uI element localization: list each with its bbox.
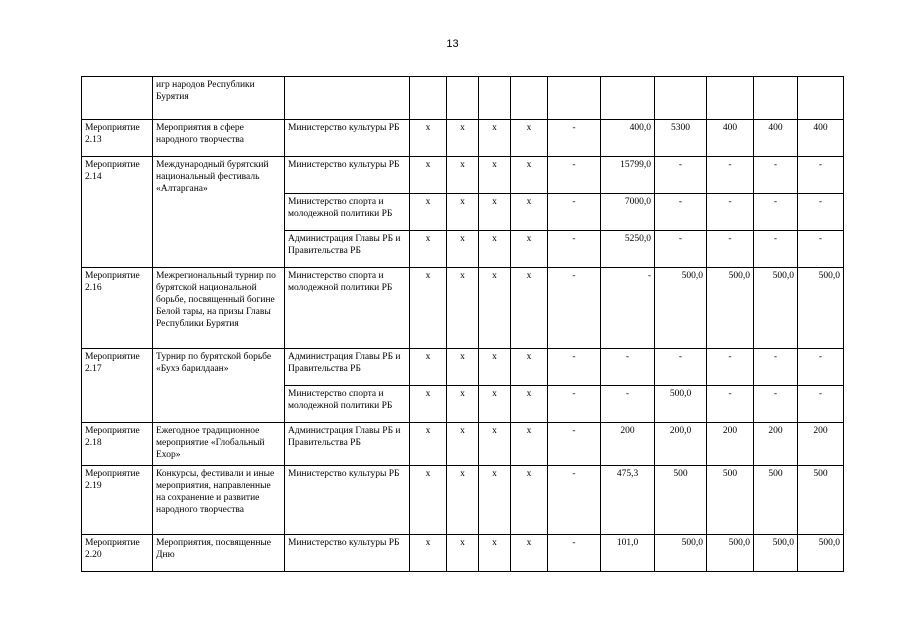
mark-cell: x (479, 349, 511, 386)
executor-cell: Министерство культуры РБ (285, 120, 410, 157)
value-cell: 400,0 (601, 120, 655, 157)
value-cell: 500,0 (707, 535, 754, 572)
mark-cell: x (410, 157, 447, 194)
mark-cell: x (511, 120, 548, 157)
value-cell: 400 (798, 120, 844, 157)
executor-cell: Министерство культуры РБ (285, 535, 410, 572)
mark-cell: x (511, 157, 548, 194)
table-row (82, 349, 844, 386)
mark-cell: x (511, 349, 548, 386)
mark-cell: x (447, 231, 479, 268)
value-cell: - (798, 157, 844, 194)
mark-cell: x (479, 157, 511, 194)
mark-cell: x (447, 386, 479, 423)
mark-cell: x (479, 194, 511, 231)
dash-cell: - (548, 349, 601, 386)
value-cell: 5250,0 (601, 231, 655, 268)
value-cell: - (707, 194, 754, 231)
mark-cell: x (410, 120, 447, 157)
dash-cell: - (548, 194, 601, 231)
executor-cell (285, 77, 410, 120)
value-cell: 200 (798, 423, 844, 466)
mark-cell: x (511, 194, 548, 231)
dash-cell: - (548, 535, 601, 572)
mark-cell: x (479, 268, 511, 349)
mark-cell: x (511, 423, 548, 466)
table-row (82, 423, 844, 466)
measure-id-cell: Мероприятие 2.19 (82, 466, 153, 535)
measure-name-cell: Ежегодное традиционное мероприятие «Глобальный Ехор» (153, 423, 285, 466)
value-cell: 101,0 (601, 535, 655, 572)
measure-name-cell: Конкурсы, фестивали и иные мероприятия, направленные на сохранение и развитие народного творчества (153, 466, 285, 535)
measure-id-cell: Мероприятие 2.18 (82, 423, 153, 466)
mark-cell: x (410, 268, 447, 349)
value-cell: - (601, 386, 655, 423)
table-row (82, 157, 844, 194)
value-cell: - (601, 349, 655, 386)
mark-cell: x (447, 535, 479, 572)
value-cell: - (754, 386, 798, 423)
value-cell: 500 (798, 466, 844, 535)
mark-cell: x (447, 268, 479, 349)
measure-id-cell: Мероприятие 2.13 (82, 120, 153, 157)
value-cell: 500,0 (798, 535, 844, 572)
mark-cell: x (511, 231, 548, 268)
value-cell: - (798, 231, 844, 268)
value-cell: 500,0 (655, 268, 707, 349)
mark-cell: x (479, 386, 511, 423)
value-cell: 400 (707, 120, 754, 157)
measure-id-cell: Мероприятие 2.14 (82, 157, 153, 268)
value-cell: 15799,0 (601, 157, 655, 194)
value-cell: 200 (707, 423, 754, 466)
value-cell: 500,0 (707, 268, 754, 349)
mark-cell: x (479, 466, 511, 535)
value-cell: - (601, 268, 655, 349)
value-cell: 500 (707, 466, 754, 535)
mark-cell: x (410, 231, 447, 268)
value-cell: - (707, 386, 754, 423)
value-cell: 500 (754, 466, 798, 535)
table-row (82, 535, 844, 572)
mark-cell: x (511, 268, 548, 349)
value-cell: 500,0 (754, 268, 798, 349)
mark-cell: x (447, 157, 479, 194)
mark-cell: x (410, 423, 447, 466)
mark-cell: x (410, 466, 447, 535)
dash-cell: - (548, 268, 601, 349)
value-cell: 200 (601, 423, 655, 466)
mark-cell: x (410, 349, 447, 386)
value-cell: - (798, 349, 844, 386)
value-cell: - (754, 231, 798, 268)
value-cell: 7000,0 (601, 194, 655, 231)
executor-cell: Министерство культуры РБ (285, 157, 410, 194)
value-cell: 5300 (655, 120, 707, 157)
measure-id-cell: Мероприятие 2.16 (82, 268, 153, 349)
mark-cell: x (447, 194, 479, 231)
mark-cell: x (447, 466, 479, 535)
mark-cell: x (410, 535, 447, 572)
value-cell: - (707, 157, 754, 194)
mark-cell: x (479, 231, 511, 268)
table-row (82, 120, 844, 157)
executor-cell: Министерство спорта и молодежной политики РБ (285, 386, 410, 423)
dash-cell: - (548, 386, 601, 423)
measure-id-cell: Мероприятие 2.17 (82, 349, 153, 423)
table-row (82, 268, 844, 349)
executor-cell: Министерство спорта и молодежной политики РБ (285, 194, 410, 231)
page-number: 13 (446, 38, 459, 50)
value-cell: 200 (754, 423, 798, 466)
value-cell: - (655, 194, 707, 231)
mark-cell: x (447, 423, 479, 466)
measure-id-cell (82, 77, 153, 120)
executor-cell: Администрация Главы РБ и Правительства РБ (285, 423, 410, 466)
mark-cell: x (447, 120, 479, 157)
dash-cell: - (548, 120, 601, 157)
mark-cell: x (511, 386, 548, 423)
measure-id-cell: Мероприятие 2.20 (82, 535, 153, 572)
value-cell: - (707, 231, 754, 268)
value-cell: - (754, 349, 798, 386)
value-cell: - (655, 157, 707, 194)
dash-cell: - (548, 231, 601, 268)
value-cell: - (798, 386, 844, 423)
measure-name-cell: Межрегиональный турнир по бурятской национальной борьбе, посвященный богине Белой тары, на призы Главы Республики Бурятия (153, 268, 285, 349)
value-cell: 200,0 (655, 423, 707, 466)
measure-name-cell: игр народов Республики Бурятия (153, 77, 285, 120)
dash-cell: - (548, 157, 601, 194)
mark-cell: x (410, 386, 447, 423)
value-cell: 475,3 (601, 466, 655, 535)
mark-cell: x (511, 466, 548, 535)
value-cell: 500,0 (798, 268, 844, 349)
table-row (82, 77, 844, 120)
executor-cell: Администрация Главы РБ и Правительства РБ (285, 349, 410, 386)
mark-cell: x (479, 535, 511, 572)
dash-cell: - (548, 466, 601, 535)
value-cell: - (655, 349, 707, 386)
program-measures-table (81, 76, 844, 572)
measure-name-cell: Международный бурятский национальный фестиваль «Алтаргана» (153, 157, 285, 268)
dash-cell: - (548, 423, 601, 466)
mark-cell: x (479, 423, 511, 466)
executor-cell: Министерство спорта и молодежной политики РБ (285, 268, 410, 349)
executor-cell: Министерство культуры РБ (285, 466, 410, 535)
table-row (82, 466, 844, 535)
value-cell: - (754, 157, 798, 194)
value-cell: 500,0 (754, 535, 798, 572)
value-cell: - (707, 349, 754, 386)
mark-cell: x (479, 120, 511, 157)
value-cell: 500,0 (655, 535, 707, 572)
measure-name-cell: Мероприятия в сфере народного творчества (153, 120, 285, 157)
value-cell: 500 (655, 466, 707, 535)
value-cell: - (655, 231, 707, 268)
mark-cell: x (447, 349, 479, 386)
value-cell: 400 (754, 120, 798, 157)
executor-cell: Администрация Главы РБ и Правительства РБ (285, 231, 410, 268)
measure-name-cell: Мероприятия, посвященные Дню (153, 535, 285, 572)
value-cell: 500,0 (655, 386, 707, 423)
value-cell: - (798, 194, 844, 231)
value-cell: - (754, 194, 798, 231)
mark-cell: x (410, 194, 447, 231)
mark-cell: x (511, 535, 548, 572)
measure-name-cell: Турнир по бурятской борьбе «Бухэ барилдаан» (153, 349, 285, 423)
